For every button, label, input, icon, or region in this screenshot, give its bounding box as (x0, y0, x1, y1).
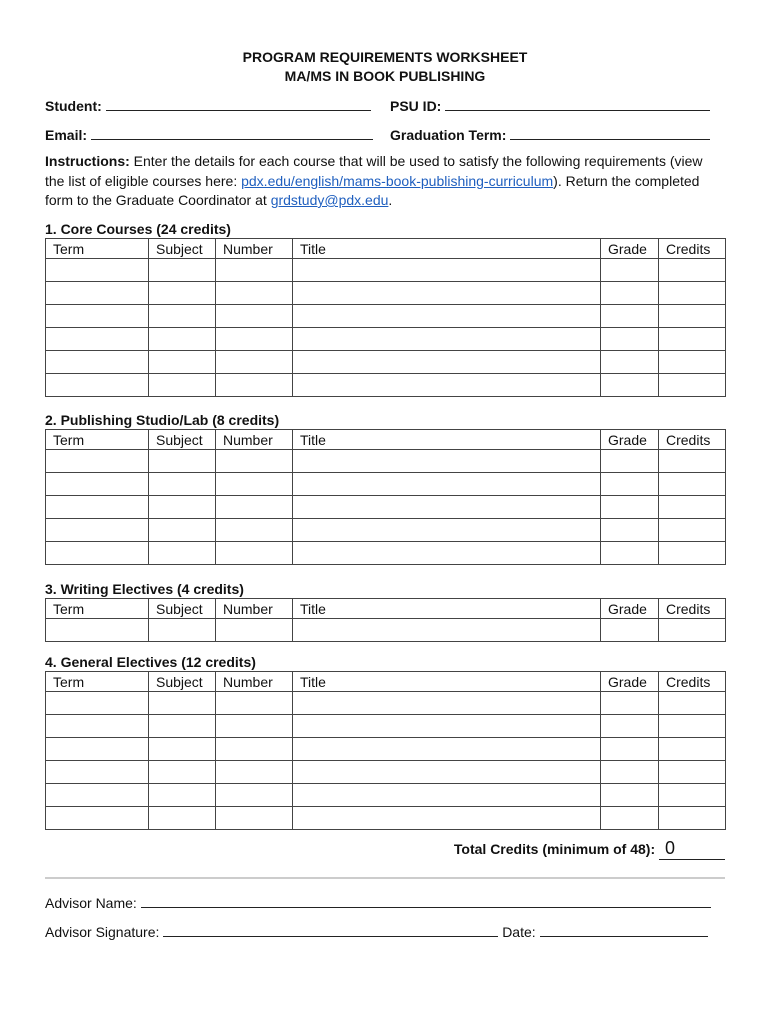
student-field[interactable] (106, 96, 371, 111)
table-row (46, 305, 726, 328)
table-cell[interactable] (216, 351, 293, 374)
table-cell[interactable] (601, 450, 659, 473)
table-cell[interactable] (659, 328, 726, 351)
email-link[interactable]: grdstudy@pdx.edu (270, 192, 389, 208)
table-cell[interactable] (216, 738, 293, 761)
advisor-name-row (45, 893, 711, 911)
column-header: Subject (149, 239, 216, 259)
page-title: PROGRAM REQUIREMENTS WORKSHEET (242, 49, 528, 65)
table-cell[interactable] (149, 496, 216, 519)
table-cell[interactable] (216, 305, 293, 328)
table-row (46, 807, 726, 830)
table-row (46, 784, 726, 807)
date-field[interactable] (540, 922, 708, 937)
instructions-text-3: . (388, 192, 393, 208)
table-cell[interactable] (601, 519, 659, 542)
instructions-label: Instructions: (45, 153, 130, 169)
table-cell[interactable] (46, 761, 149, 784)
column-header: Term (46, 672, 149, 692)
column-header: Grade (601, 239, 659, 259)
table-row (46, 692, 726, 715)
table-cell[interactable] (659, 715, 726, 738)
table-cell[interactable] (659, 619, 726, 642)
table-cell[interactable] (149, 807, 216, 830)
table-cell[interactable] (601, 784, 659, 807)
table-cell[interactable] (659, 282, 726, 305)
table-cell[interactable] (46, 259, 149, 282)
divider (45, 877, 725, 879)
graduation-term-field[interactable] (510, 125, 710, 140)
table-cell[interactable] (601, 282, 659, 305)
column-header: Term (46, 599, 149, 619)
table-row (46, 619, 726, 642)
table-cell[interactable] (149, 738, 216, 761)
advisor-name-label: Advisor Name: (45, 895, 137, 911)
table-cell[interactable] (149, 761, 216, 784)
table-row (46, 351, 726, 374)
table-cell[interactable] (216, 259, 293, 282)
table-row (46, 542, 726, 565)
table-cell[interactable] (46, 619, 149, 642)
table-cell[interactable] (46, 692, 149, 715)
table-cell[interactable] (601, 807, 659, 830)
table-cell[interactable] (659, 259, 726, 282)
table-cell[interactable] (46, 328, 149, 351)
column-header: Subject (149, 430, 216, 450)
table-cell[interactable] (659, 784, 726, 807)
total-credits-value[interactable]: 0 (659, 838, 725, 860)
table-cell[interactable] (659, 473, 726, 496)
column-header: Grade (601, 430, 659, 450)
table-cell[interactable] (149, 519, 216, 542)
table-cell[interactable] (216, 619, 293, 642)
section-heading: 4. General Electives (12 credits) (45, 654, 256, 670)
table-cell[interactable] (601, 738, 659, 761)
table-cell[interactable] (293, 450, 601, 473)
table-row (46, 496, 726, 519)
table-cell[interactable] (293, 619, 601, 642)
table-cell[interactable] (216, 542, 293, 565)
table-cell[interactable] (659, 692, 726, 715)
psu-id-field[interactable] (445, 96, 710, 111)
table-cell[interactable] (293, 351, 601, 374)
table-cell[interactable] (216, 282, 293, 305)
column-header: Number (216, 430, 293, 450)
table-row (46, 282, 726, 305)
table-cell[interactable] (46, 784, 149, 807)
table-cell[interactable] (659, 351, 726, 374)
table-cell[interactable] (46, 305, 149, 328)
table-cell[interactable] (659, 496, 726, 519)
advisor-signature-label: Advisor Signature: (45, 924, 160, 940)
table-cell[interactable] (659, 738, 726, 761)
table-header-row (46, 239, 726, 259)
table-cell[interactable] (601, 692, 659, 715)
table-cell[interactable] (149, 450, 216, 473)
column-header: Credits (659, 599, 726, 619)
column-header: Grade (601, 599, 659, 619)
table-cell[interactable] (46, 807, 149, 830)
table-row (46, 738, 726, 761)
table-cell[interactable] (46, 496, 149, 519)
table-cell[interactable] (46, 715, 149, 738)
column-header: Number (216, 599, 293, 619)
table-cell[interactable] (293, 259, 601, 282)
table-cell[interactable] (659, 519, 726, 542)
table-cell[interactable] (216, 761, 293, 784)
student-row (45, 96, 371, 114)
instructions (45, 152, 725, 211)
table-cell[interactable] (149, 784, 216, 807)
table-cell[interactable] (601, 715, 659, 738)
table-cell[interactable] (659, 450, 726, 473)
table-cell[interactable] (46, 374, 149, 397)
table-cell[interactable] (46, 542, 149, 565)
table-header-row (46, 430, 726, 450)
table-cell[interactable] (659, 374, 726, 397)
advisor-signature-row (45, 922, 708, 940)
course-table (45, 429, 726, 565)
table-cell[interactable] (293, 761, 601, 784)
date-label: Date: (502, 924, 536, 940)
table-cell[interactable] (601, 305, 659, 328)
table-cell[interactable] (293, 473, 601, 496)
table-cell[interactable] (149, 542, 216, 565)
graduation-term-row (390, 125, 710, 143)
table-cell[interactable] (46, 282, 149, 305)
table-cell[interactable] (601, 328, 659, 351)
table-row (46, 374, 726, 397)
table-cell[interactable] (293, 519, 601, 542)
table-cell[interactable] (149, 259, 216, 282)
table-row (46, 473, 726, 496)
email-field[interactable] (91, 125, 373, 140)
table-cell[interactable] (659, 542, 726, 565)
email-row (45, 125, 373, 143)
table-cell[interactable] (293, 305, 601, 328)
table-cell[interactable] (149, 305, 216, 328)
column-header: Number (216, 672, 293, 692)
table-cell[interactable] (601, 542, 659, 565)
table-cell[interactable] (293, 542, 601, 565)
table-cell[interactable] (216, 374, 293, 397)
table-cell[interactable] (601, 259, 659, 282)
table-cell[interactable] (293, 738, 601, 761)
table-cell[interactable] (293, 328, 601, 351)
table-cell[interactable] (659, 761, 726, 784)
graduation-term-label: Graduation Term: (390, 127, 507, 143)
course-table (45, 238, 726, 397)
advisor-name-field[interactable] (141, 893, 711, 908)
table-cell[interactable] (293, 496, 601, 519)
column-header: Subject (149, 672, 216, 692)
section-heading: 3. Writing Electives (4 credits) (45, 581, 244, 597)
table-cell[interactable] (293, 807, 601, 830)
table-cell[interactable] (601, 619, 659, 642)
table-cell[interactable] (149, 473, 216, 496)
column-header: Title (293, 599, 601, 619)
table-row (46, 519, 726, 542)
table-cell[interactable] (601, 473, 659, 496)
table-cell[interactable] (149, 715, 216, 738)
table-cell[interactable] (601, 374, 659, 397)
table-cell[interactable] (46, 351, 149, 374)
table-row (46, 328, 726, 351)
table-cell[interactable] (149, 692, 216, 715)
column-header: Credits (659, 672, 726, 692)
column-header: Term (46, 430, 149, 450)
column-header: Term (46, 239, 149, 259)
table-cell[interactable] (601, 351, 659, 374)
advisor-signature-field[interactable] (163, 922, 498, 937)
table-row (46, 259, 726, 282)
table-cell[interactable] (216, 496, 293, 519)
table-cell[interactable] (149, 328, 216, 351)
table-cell[interactable] (216, 692, 293, 715)
table-header-row (46, 599, 726, 619)
table-cell[interactable] (216, 784, 293, 807)
table-cell[interactable] (149, 282, 216, 305)
table-cell[interactable] (293, 784, 601, 807)
column-header: Title (293, 672, 601, 692)
student-label: Student: (45, 98, 102, 114)
table-cell[interactable] (46, 738, 149, 761)
section-heading: 2. Publishing Studio/Lab (8 credits) (45, 412, 280, 428)
table-row (46, 715, 726, 738)
table-row (46, 761, 726, 784)
table-cell[interactable] (293, 692, 601, 715)
section-heading: 1. Core Courses (24 credits) (45, 221, 231, 237)
curriculum-link[interactable]: pdx.edu/english/mams-book-publishing-curriculum (241, 172, 554, 189)
table-cell[interactable] (293, 715, 601, 738)
table-cell[interactable] (149, 619, 216, 642)
table-cell[interactable] (293, 282, 601, 305)
table-cell[interactable] (216, 328, 293, 351)
table-cell[interactable] (216, 450, 293, 473)
column-header: Subject (149, 599, 216, 619)
psu-id-row (390, 96, 710, 114)
table-cell[interactable] (149, 374, 216, 397)
email-label: Email: (45, 127, 88, 143)
instructions-text-2: ). Return the completed form to the Graduate Coordinator at (45, 172, 700, 208)
column-header: Credits (659, 239, 726, 259)
table-header-row (46, 672, 726, 692)
course-table (45, 671, 726, 830)
column-header: Credits (659, 430, 726, 450)
course-table (45, 598, 726, 642)
table-cell[interactable] (46, 519, 149, 542)
column-header: Title (293, 430, 601, 450)
table-row (46, 450, 726, 473)
instructions-text-1: Enter the details for each course that will be used to satisfy the following requirements (view the list of eligible courses here: (45, 153, 703, 189)
table-cell[interactable] (216, 715, 293, 738)
total-credits (454, 838, 725, 860)
table-cell[interactable] (293, 374, 601, 397)
table-cell[interactable] (659, 807, 726, 830)
table-cell[interactable] (601, 496, 659, 519)
total-credits-label: Total Credits (minimum of 48): (453, 841, 656, 857)
table-cell[interactable] (46, 473, 149, 496)
table-cell[interactable] (46, 450, 149, 473)
table-cell[interactable] (149, 351, 216, 374)
page-subtitle: MA/MS IN BOOK PUBLISHING (284, 68, 486, 84)
column-header: Title (293, 239, 601, 259)
table-cell[interactable] (659, 305, 726, 328)
column-header: Number (216, 239, 293, 259)
column-header: Grade (601, 672, 659, 692)
psu-id-label: PSU ID: (390, 98, 442, 114)
table-cell[interactable] (216, 519, 293, 542)
table-cell[interactable] (216, 807, 293, 830)
table-cell[interactable] (216, 473, 293, 496)
table-cell[interactable] (601, 761, 659, 784)
